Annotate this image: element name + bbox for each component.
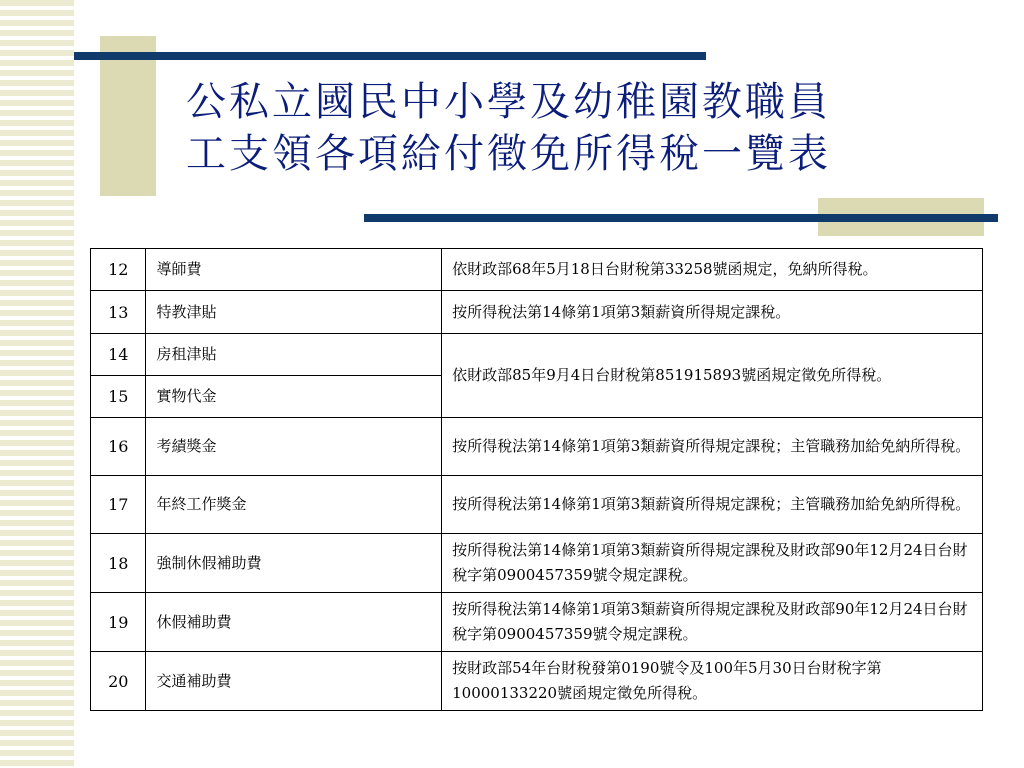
table-row xyxy=(91,249,983,291)
row-number: 14 xyxy=(91,334,146,376)
title-top-rule xyxy=(74,52,706,60)
table-row xyxy=(91,334,983,376)
payment-item: 年終工作獎金 xyxy=(146,476,442,534)
tax-exemption-table xyxy=(90,248,983,711)
payment-item: 特教津貼 xyxy=(146,291,442,334)
table-row xyxy=(91,291,983,334)
slide-title xyxy=(186,76,986,180)
title-accent-block xyxy=(100,36,156,196)
row-number: 17 xyxy=(91,476,146,534)
row-number: 19 xyxy=(91,593,146,652)
payment-item: 休假補助費 xyxy=(146,593,442,652)
tax-rule: 按財政部54年台財稅發第0190號令及100年5月30日台財稅字第10000133220號函規定徵免所得稅。 xyxy=(442,652,983,711)
table-row xyxy=(91,652,983,711)
row-number: 13 xyxy=(91,291,146,334)
tax-rule: 依財政部85年9月4日台財稅第851915893號函規定徵免所得稅。 xyxy=(442,334,983,418)
table-row xyxy=(91,418,983,476)
left-stripe-decoration xyxy=(0,0,74,768)
row-number: 15 xyxy=(91,376,146,418)
table-row xyxy=(91,476,983,534)
payment-item: 交通補助費 xyxy=(146,652,442,711)
tax-rule: 按所得稅法第14條第1項第3類薪資所得規定課稅。 xyxy=(442,291,983,334)
payment-item: 房租津貼 xyxy=(146,334,442,376)
payment-item: 考績獎金 xyxy=(146,418,442,476)
payment-item: 實物代金 xyxy=(146,376,442,418)
row-number: 20 xyxy=(91,652,146,711)
tax-rule: 按所得稅法第14條第1項第3類薪資所得規定課稅及財政部90年12月24日台財稅字第0900457359號令規定課稅。 xyxy=(442,534,983,593)
tax-rule: 按所得稅法第14條第1項第3類薪資所得規定課稅；主管職務加給免納所得稅。 xyxy=(442,418,983,476)
row-number: 18 xyxy=(91,534,146,593)
tax-rule: 依財政部68年5月18日台財稅第33258號函規定，免納所得稅。 xyxy=(442,249,983,291)
title-bottom-rule xyxy=(364,214,998,222)
payment-item: 導師費 xyxy=(146,249,442,291)
tax-rule: 按所得稅法第14條第1項第3類薪資所得規定課稅；主管職務加給免納所得稅。 xyxy=(442,476,983,534)
tax-rule: 按所得稅法第14條第1項第3類薪資所得規定課稅及財政部90年12月24日台財稅字第0900457359號令規定課稅。 xyxy=(442,593,983,652)
table-row xyxy=(91,534,983,593)
slide-title-line-1: 公私立國民中小學及幼稚園教職員 xyxy=(186,79,831,125)
table-row xyxy=(91,593,983,652)
slide-title-line-2: 工支領各項給付徵免所得稅一覽表 xyxy=(186,131,831,177)
payment-item: 強制休假補助費 xyxy=(146,534,442,593)
row-number: 12 xyxy=(91,249,146,291)
row-number: 16 xyxy=(91,418,146,476)
